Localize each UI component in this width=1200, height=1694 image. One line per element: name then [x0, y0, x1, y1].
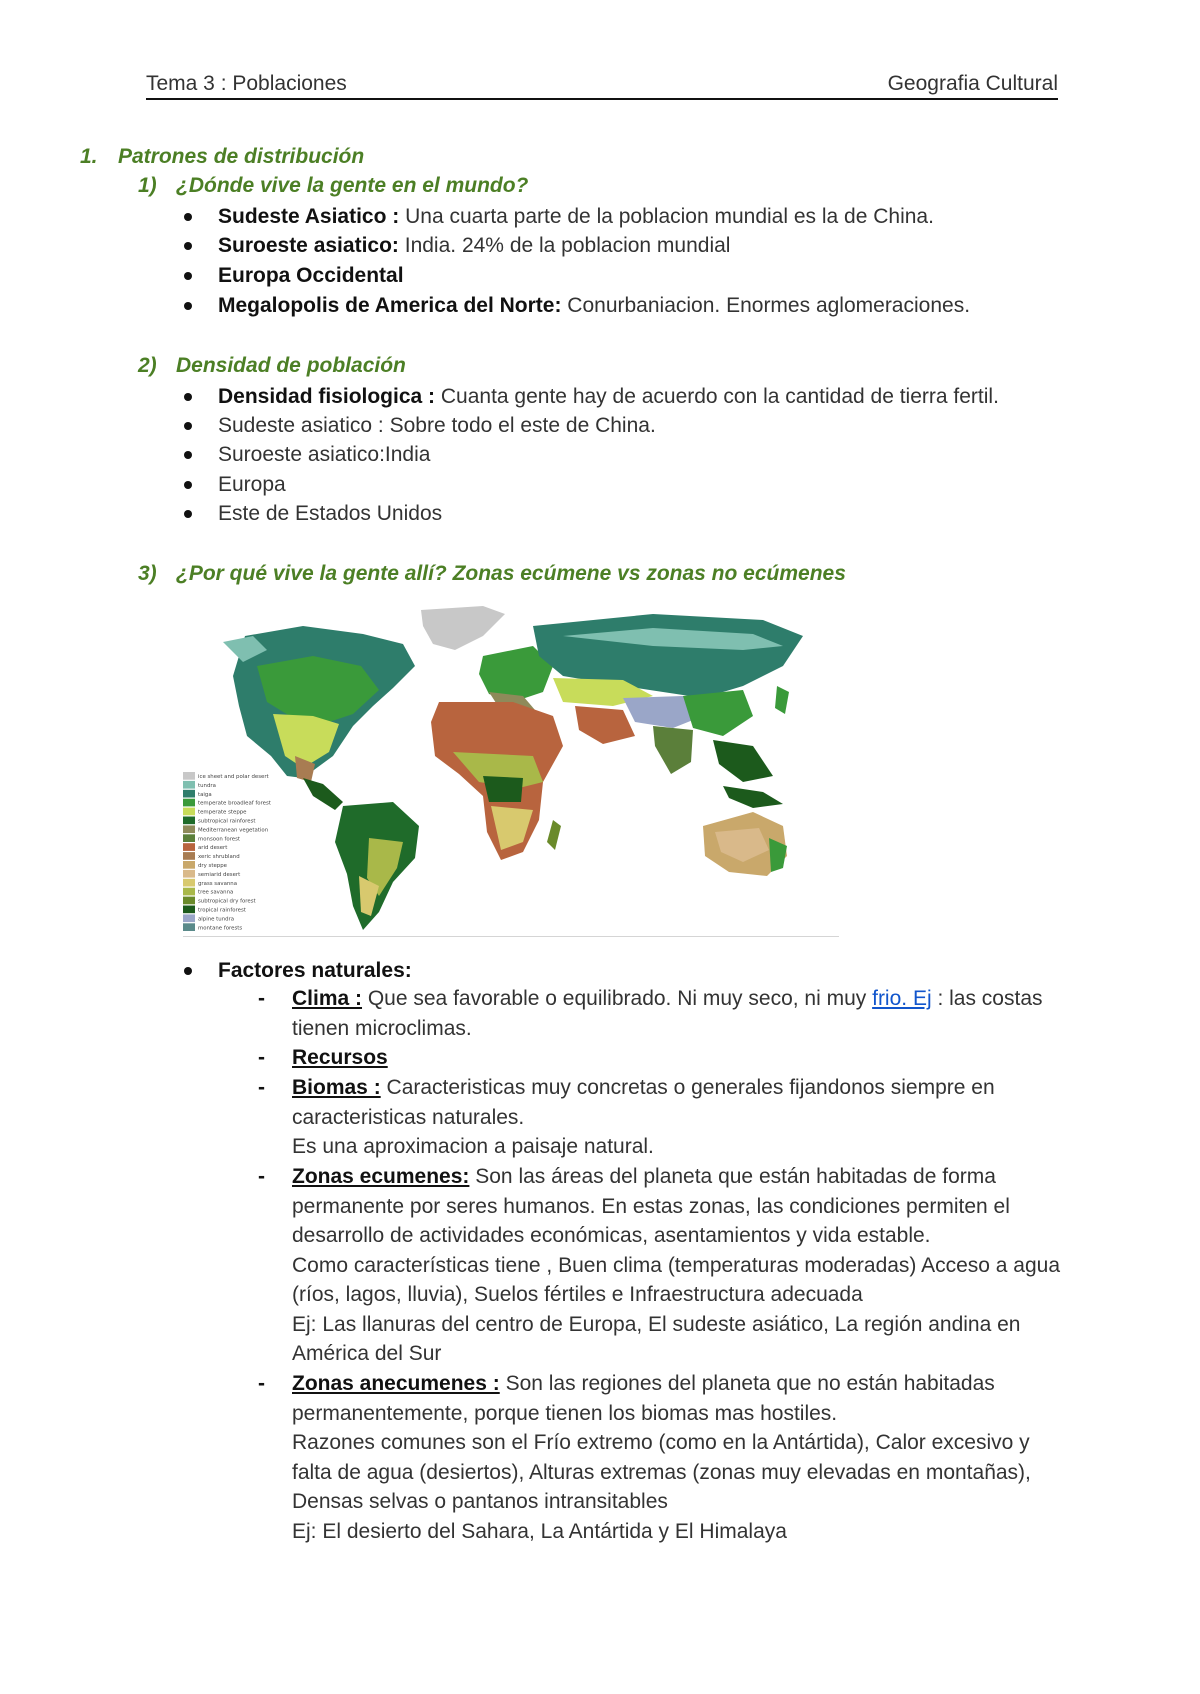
biomas-text: Caracteristicas muy concretas o generales fijandonos siempre en caracteristicas naturales.	[292, 1076, 995, 1129]
legend-label: temperate steppe	[198, 809, 247, 816]
legend-label: tundra	[198, 782, 216, 789]
item-text: India. 24% de la poblacion mundial	[398, 234, 731, 257]
legend-swatch	[183, 923, 195, 931]
anecumenes-keyword: Zonas anecumenes :	[292, 1372, 500, 1395]
legend-swatch	[183, 790, 195, 798]
legend-label: monsoon forest	[198, 836, 241, 843]
ecumenes-text: Son las áreas del planeta que están habitadas de forma permanente por seres humanos. En estas zonas, las condiciones permiten el desarrollo de actividades económicas, asentamientos y vida estable.	[292, 1165, 1010, 1247]
bullet-icon	[184, 272, 192, 280]
legend-label: temperate broadleaf forest	[198, 800, 271, 807]
dash-marker: -	[258, 1076, 265, 1099]
header-topic: Tema 3 : Poblaciones	[146, 72, 347, 95]
legend-swatch	[183, 870, 195, 878]
legend-label: dry steppe	[198, 863, 227, 869]
item-keyword: Sudeste Asiatico :	[218, 205, 400, 228]
ecumenes-text-3: Ej: Las llanuras del centro de Europa, El sudeste asiático, La región andina en América del Sur	[292, 1312, 1021, 1365]
legend-label: grass savanna	[198, 880, 238, 887]
anecumenes-text-3: Ej: El desierto del Sahara, La Antártida y El Himalaya	[292, 1519, 787, 1543]
legend-swatch	[183, 879, 195, 887]
page-header	[146, 70, 1058, 100]
biomas-text-2: Es una aproximacion a paisaje natural.	[292, 1135, 654, 1158]
legend-swatch	[183, 772, 195, 780]
item-text: Sudeste asiatico : Sobre todo el este de China.	[218, 414, 656, 437]
bullet-icon	[184, 967, 192, 975]
factor-biomas	[258, 1073, 1068, 1162]
item-keyword: Densidad fisiologica :	[218, 385, 436, 408]
bullet-icon	[184, 422, 192, 430]
section-number: 1.	[80, 145, 98, 168]
legend-label: subtropical dry forest	[198, 898, 256, 905]
dash-marker: -	[258, 1046, 265, 1069]
legend-swatch	[183, 914, 195, 922]
bullet-icon	[184, 213, 192, 221]
subheading-3	[138, 562, 846, 586]
subheading-number: 1)	[138, 174, 157, 197]
legend-swatch	[183, 781, 195, 789]
subheading-title: Densidad de población	[176, 354, 406, 377]
bullet-icon	[184, 393, 192, 401]
section-title: Patrones de distribución	[118, 145, 365, 168]
factor-recursos	[258, 1043, 1068, 1073]
item-text: Europa	[218, 473, 286, 496]
item-text: Este de Estados Unidos	[218, 502, 443, 525]
legend-swatch	[183, 825, 195, 833]
clima-text-2: : las costas tienen microclimas.	[292, 987, 1043, 1040]
legend-label: subtropical rainforest	[198, 818, 256, 825]
legend-label: arid desert	[198, 845, 228, 852]
legend-swatch	[183, 888, 195, 896]
bullet-icon	[184, 451, 192, 459]
bullet-icon	[184, 242, 192, 250]
legend-label: taiga	[198, 791, 212, 798]
legend-label: alpine tundra	[198, 916, 235, 923]
anecumenes-text-2: Razones comunes son el Frío extremo (como en la Antártida), Calor excesivo y falta de agua (desiertos), Alturas extremas (zonas muy elevadas en montañas), Densas selvas o pantanos intransitables	[292, 1431, 1031, 1513]
legend-label: tree savanna	[198, 889, 234, 896]
legend-swatch	[183, 817, 195, 825]
clima-text: Que sea favorable o equilibrado. Ni muy seco, ni muy	[362, 987, 873, 1010]
ecumenes-text-2: Como características tiene , Buen clima (temperaturas moderadas) Acceso a agua (ríos, lagos, lluvia), Suelos fértiles e Infraestructura adecuada	[292, 1253, 1061, 1306]
legend-label: semiarid desert	[198, 871, 241, 878]
legend-swatch	[183, 852, 195, 860]
subheading-number: 2)	[138, 354, 157, 377]
legend-swatch	[183, 834, 195, 842]
item-text: Cuanta gente hay de acuerdo con la cantidad de tierra fertil.	[435, 385, 999, 408]
bullet-icon	[184, 302, 192, 310]
legend-swatch	[183, 843, 195, 851]
item-text: Una cuarta parte de la poblacion mundial es la de China.	[399, 205, 934, 228]
subheading-2	[138, 354, 406, 378]
legend-swatch	[183, 906, 195, 914]
legend-swatch	[183, 897, 195, 905]
dash-marker: -	[258, 987, 265, 1010]
subheading-1	[138, 174, 528, 198]
bullet-icon	[184, 481, 192, 489]
factor-zonas-ecumenes	[258, 1162, 1068, 1369]
dash-marker: -	[258, 1372, 265, 1395]
item-text: Suroeste asiatico:India	[218, 443, 431, 466]
factor-zonas-anecumenes	[258, 1369, 1068, 1546]
recursos-keyword: Recursos	[292, 1046, 388, 1069]
clima-link[interactable]: frio. Ej	[872, 987, 932, 1010]
legend-swatch	[183, 799, 195, 807]
legend-swatch	[183, 808, 195, 816]
clima-keyword: Clima :	[292, 987, 363, 1010]
item-text: Conurbaniacion. Enormes aglomeraciones.	[561, 294, 971, 317]
ecumenes-keyword: Zonas ecumenes:	[292, 1165, 470, 1188]
dash-marker: -	[258, 1165, 265, 1188]
legend-label: Mediterranean vegetation	[198, 827, 269, 834]
bullet-icon	[184, 510, 192, 518]
map-divider	[183, 936, 839, 937]
item-keyword: Megalopolis de America del Norte:	[218, 294, 562, 317]
anecumenes-text: Son las regiones del planeta que no están habitadas permanentemente, porque tienen los biomas mas hostiles.	[292, 1372, 995, 1425]
item-keyword: Europa Occidental	[218, 264, 404, 287]
header-subject: Geografia Cultural	[887, 72, 1058, 95]
item-keyword: Suroeste asiatico:	[218, 234, 399, 257]
section-heading	[80, 145, 364, 169]
subheading-title: ¿Dónde vive la gente en el mundo?	[176, 174, 529, 197]
legend-label: ice sheet and polar desert	[198, 774, 269, 780]
biomas-keyword: Biomas :	[292, 1076, 381, 1099]
factor-clima	[258, 984, 1068, 1043]
legend-swatch	[183, 861, 195, 869]
legend-label: montane forests	[198, 925, 243, 932]
legend-label: tropical rainforest	[198, 907, 246, 914]
factores-heading: Factores naturales:	[218, 959, 412, 982]
subheading-title: ¿Por qué vive la gente allí? Zonas ecúmene vs zonas no ecúmenes	[176, 562, 846, 585]
legend-label: xeric shrubland	[198, 854, 240, 861]
subheading-number: 3)	[138, 562, 157, 585]
world-biome-map	[183, 606, 839, 934]
